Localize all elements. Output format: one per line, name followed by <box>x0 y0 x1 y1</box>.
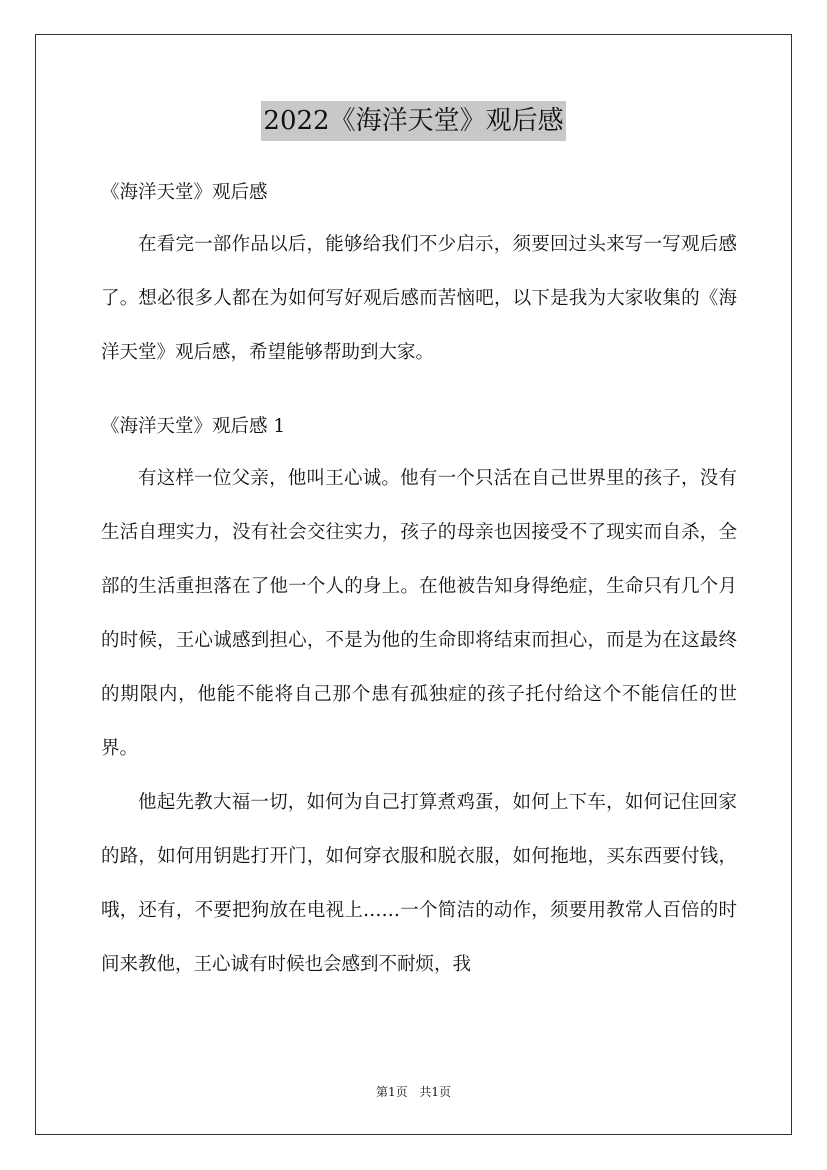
paragraph-1: 有这样一位父亲，他叫王心诚。他有一个只活在自己世界里的孩子，没有生活自理实力，没有社会交往实力，孩子的母亲也因接受不了现实而自杀，全部的生活重担落在了他一个人的身上。在他被告知身得绝症，生命只有几个月的时候，王心诚感到担心，不是为他的生命即将结束而担心，而是为在这最终的期限内，他能不能将自己那个患有孤独症的孩子托付给这个不能信任的世界。 <box>101 468 737 759</box>
paragraph-2: 他起先教大福一切，如何为自己打算煮鸡蛋，如何上下车，如何记住回家的路，如何用钥匙打开门，如何穿衣服和脱衣服，如何拖地，买东西要付钱，哦，还有，不要把狗放在电视上……一个简洁的动作，须要用教常人百倍的时间来教他，王心诚有时候也会感到不耐烦，我 <box>101 792 737 975</box>
document-body <box>101 168 737 992</box>
page-total: 共1页 <box>419 1085 452 1099</box>
section-heading-1: 《海洋天堂》观后感 1 <box>101 416 286 437</box>
intro-heading: 《海洋天堂》观后感 <box>101 182 268 203</box>
title-container <box>0 101 827 141</box>
document-title: 2022《海洋天堂》观后感 <box>261 101 565 141</box>
page-number: 第1页 <box>375 1085 408 1099</box>
page-footer <box>0 1083 827 1100</box>
intro-paragraph: 在看完一部作品以后，能够给我们不少启示，须要回过头来写一写观后感了。想必很多人都在为如何写好观后感而苦恼吧，以下是我为大家收集的《海洋天堂》观后感，希望能够帮助到大家。 <box>101 234 737 363</box>
section-spacer <box>101 380 737 402</box>
